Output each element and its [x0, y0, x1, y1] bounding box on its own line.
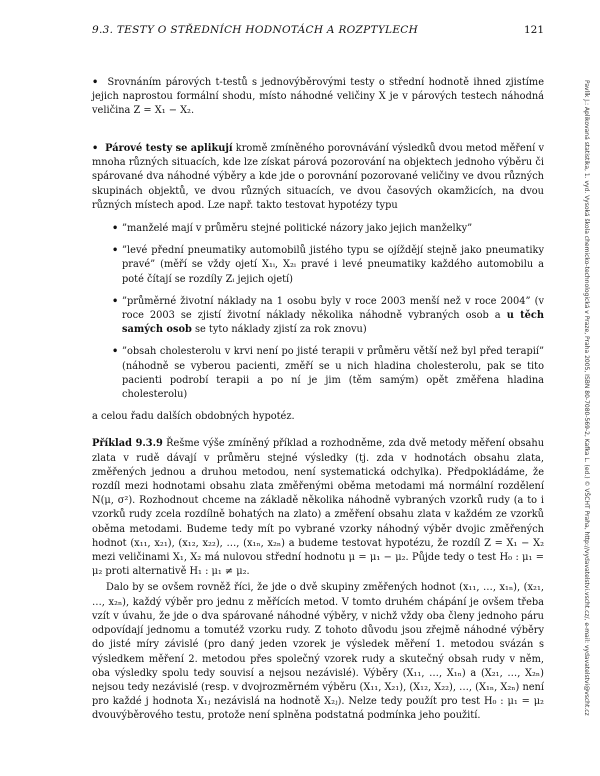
page-body [92, 76, 544, 724]
bullet-1-text: Srovnáním párových t-testů s jednovýběrovými testy o střední hodnotě ihned zjistíme jejich naprostou formální shodu, místo náhodné veličiny X je v párových testech náhodná veličina Z = X₁ − X₂. [92, 77, 544, 117]
discussion-paragraph: Dalo by se ovšem rovněž říci, že jde o dvě skupiny změřených hodnot (x₁₁, …, x₁ₙ), (x₂₁, …, x₂ₙ), každý výběr pro jednu z měřících metod. V tomto druhém chápání je ovšem třeba vzít v úvahu, že jde o dva spárované náhodné výběry, v nichž vždy oba členy jednoho páru odpovídají jednomu a tomutéž vzorku rudy. Z tohoto důvodu jsou zřejmě náhodné výběry do jisté míry závislé (pro daný jeden vzorek je výsledek měření 1. metodou svázán s výsledkem měření 2. metodou přes společný vzorek rudy a skutečný obsah rudy v něm, oba výsledky spolu tedy souvisí a nejsou nezávislé). Výběry (X₁₁, …, X₁ₙ) a (X₂₁, …, X₂ₙ) nejsou tedy nezávislé (resp. v dvojrozměrném výběru (X₁₁, X₂₁), (X₁₂, X₂₂), …, (X₁ₙ, X₂ₙ) není pro každé j hodnota X₁ⱼ nezávislá na hodnotě X₂ⱼ). Nelze tedy použít pro test H₀ : μ₁ = μ₂ dvouvýběrového testu, protože není splněna podstatná podmínka jeho použití. [92, 582, 544, 722]
hypothesis-1: ”manželé mají v průměru stejné politické názory jako jejich manželky” [122, 223, 473, 235]
hypothesis-3 [122, 296, 544, 335]
side-citation: Pavlík J.: Aplikovaná statistika, 1. vyd. Vysoká škola chemicko-technologická v Praze, Praha 2005, ISBN 80-7080-569-2, Kafka L. (ed.) © VŠCHT Praha, http://vydavatelstvi.vscht.cz/, e-mail: vydavatelstvi@vscht.cz [583, 80, 590, 716]
list-item [92, 244, 544, 287]
bullet-marker: • [112, 346, 119, 358]
after-list-text: a celou řadu dalších obdobných hypotéz. [92, 411, 295, 423]
hypothesis-3-emphasis: u těch samých osob [122, 310, 544, 336]
hypothesis-list [92, 222, 544, 402]
bullet-marker: • [92, 77, 108, 88]
section-title: 9.3. TESTY O STŘEDNÍCH HODNOTÁCH A ROZPTYLECH [92, 24, 419, 36]
hypothesis-3-part-c: se tyto náklady zjistí za rok znovu) [191, 324, 367, 336]
bullet-paragraph-1 [92, 76, 544, 126]
hypothesis-2: ”levé přední pneumatiky automobilů jistého typu se ojíždějí stejně jako pneumatiky pravé” (měří se vždy ojetí X₁ᵢ, X₂ᵢ pravé i levé pneumatiky každého automobilu a poté čítají se rozdíly Zᵢ jejich ojetí) [122, 245, 544, 285]
bullet-paragraph-2 [92, 142, 544, 213]
bullet-2-lead: Párové testy se aplikují [105, 143, 233, 154]
list-item [92, 295, 544, 338]
bullet-marker: • [112, 245, 119, 257]
list-item [92, 345, 544, 402]
hypothesis-4: ”obsah cholesterolu v krvi není po jisté terapii v průměru větší než byl před terapií” (náhodně se vyberou pacienti, změří se u nich hladina cholesterolu, pak se tito pacienti podrobí terapii a po ní je jim (těm samým) opět změřena hladina cholesterolu) [122, 346, 544, 401]
bullet-marker: • [92, 143, 106, 154]
bullet-2-text: kromě zmíněného porovnávání výsledků dvou metod měření v mnoha různých situacích, kde lze získat párová pozorování na objektech jednoho výběru či spárované dva náhodné výběry a kde jde o porovnání pozorované veličiny ve dvou různých skupinách objektů, ve dvou různých situacích, ve dvou časových okamžicích, na dvou různých místech apod. Lze např. takto testovat hypotézy typu [92, 143, 544, 211]
example-label: Příklad 9.3.9 [92, 438, 163, 450]
page-header [92, 24, 544, 38]
page-number: 121 [523, 24, 544, 36]
bullet-marker: • [112, 295, 119, 307]
list-item [92, 222, 544, 236]
bullet-marker: • [112, 223, 119, 235]
hypothesis-3-part-a: ”průměrné životní náklady na 1 osobu byly v roce 2003 menší než v roce 2004” (v roce 2003 se zjistí životní náklady několika náhodně vybraných osob a [122, 295, 544, 322]
example-text: Řešme výše zmíněný příklad a rozhodněme, zda dvě metody měření obsahu zlata v rudě dávají v průměru stejné výsledky (tj. zda v hodnotách obsahu zlata, změřených jednou a druhou metodou, není systematická odchylka). Předpokládáme, že rozdíl mezi hodnotami obsahu zlata změřenými oběma metodami má normální rozdělení N(μ, σ²). Rozhodnout chceme na základě několika náhodně vybraných vzorků rudy (a to i vzorků rudy zcela rozdílně bohatých na zlato) a změření obsahu zlata v každém ze vzorků oběma metodami. Budeme tedy mít po vybrané vzorky náhodný výběr dvojic změřených hodnot (x₁₁, x₂₁), (x₁₂, x₂₂), …, (x₁ₙ, x₂ₙ) a budeme testovat hypotézu, že rozdíl Z = X₁ − X₂ mezi veličinami X₁, X₂ má nulovou střední hodnotu μ = μ₁ − μ₂. Půjde tedy o test H₀ : μ₁ = μ₂ proti alternativě H₁ : μ₁ ≠ μ₂. [92, 438, 545, 578]
example-paragraph [92, 437, 544, 579]
